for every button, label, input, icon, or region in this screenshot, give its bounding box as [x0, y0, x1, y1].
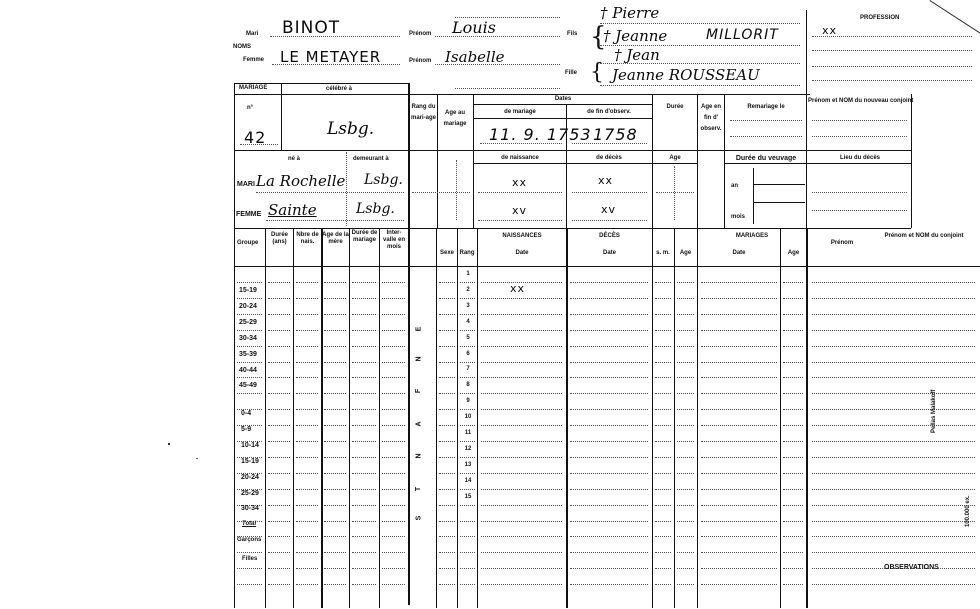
side-text-count: 100.000 ex. [965, 495, 971, 527]
group-label-child: 30-34 [241, 505, 259, 513]
deces-label: DÉCÈS [599, 233, 620, 239]
enfants-letter: T [415, 486, 423, 492]
date-mariage: 11. 9. 1753 [489, 125, 592, 144]
naissances-label: NAISSANCES [502, 233, 542, 239]
ne-a-label: né à [288, 156, 301, 162]
duree-label: Durée [666, 104, 684, 110]
rank-number: 1 [466, 271, 470, 277]
age-label-top: Age [669, 155, 681, 161]
femme-ne-a: Sainte [268, 201, 317, 219]
lieu-deces-label: Lieu du décès [839, 155, 880, 161]
femme-deces: xv [601, 203, 617, 216]
fils-label: Fils [567, 31, 578, 37]
duree-mariage-label: Durée de mariage [351, 230, 378, 243]
group-label-adult: 15-19 [239, 287, 257, 294]
enfants-letter: F [415, 388, 423, 394]
rank-number: 5 [466, 334, 470, 341]
rank-number: 10 [464, 414, 472, 421]
rank-number: 13 [464, 461, 472, 468]
group-label-child: 25-29 [241, 489, 259, 497]
group-label-child: 10-14 [241, 441, 259, 449]
prenom-label-mari: Prénom [409, 31, 432, 37]
mari-ne-a: La Rochelle [256, 172, 346, 190]
deces-date-label: Date [602, 250, 616, 256]
rank-number: 3 [466, 302, 470, 309]
group-label-adult: 35-39 [239, 350, 257, 358]
noms-label: NOMS [233, 44, 251, 50]
age-au-mariage-label: Age au mariage [443, 110, 467, 128]
mari-naissance: xx [512, 176, 528, 189]
rank-number: 7 [466, 366, 470, 373]
deces-label-top: de décès [596, 155, 622, 161]
prenom-label-femme: Prénom [409, 58, 432, 64]
mari-nom: BINOT [282, 18, 341, 38]
mariage-lieu: Lsbg. [327, 119, 375, 139]
femme-demeurant: Lsbg. [356, 201, 395, 217]
profession-value: xx [822, 24, 838, 37]
fille-label: Fille [565, 70, 578, 76]
demeurant-label: demeurant à [353, 156, 389, 162]
femme-label: Femme [243, 57, 265, 63]
rank-number: 8 [466, 382, 470, 389]
naissance-label: de naissance [501, 155, 539, 161]
rank-number: 6 [466, 350, 470, 357]
enfants-letter: N [415, 356, 423, 362]
mari-label: Mari [246, 31, 259, 37]
sexe-label: Sexe [439, 250, 454, 256]
femme-row-label: FEMME [236, 211, 262, 218]
sm-label: s. m. [656, 250, 670, 256]
observations-label: OBSERVATIONS [884, 564, 939, 571]
remariage-label: Remariage le [747, 104, 785, 110]
rank-number: 15 [464, 493, 472, 500]
rank-number: 4 [466, 318, 470, 325]
mari-row-label: MARI [237, 181, 255, 188]
de-mariage-label: de mariage [504, 109, 536, 115]
fils-mere-nom: MILLORIT [706, 27, 779, 43]
total-label: Total [242, 521, 257, 527]
mari-demeurant: Lsbg. [364, 172, 403, 188]
group-label-adult: 40-44 [239, 366, 257, 374]
celebre-label: célébré à [326, 86, 353, 92]
mariage-number: 42 [244, 128, 267, 147]
no-label: n° [247, 105, 254, 111]
group-label-adult: 20-24 [239, 302, 257, 310]
mari-deces: xx [598, 174, 614, 187]
rank-number: 12 [464, 445, 472, 452]
side-text-publisher: Pellas Malakoff [931, 389, 937, 433]
naissances-date-label: Date [515, 250, 529, 256]
femme-naissance: xv [512, 204, 528, 217]
group-label-adult: 30-34 [239, 334, 257, 342]
enfants-letter: A [415, 421, 423, 427]
date-fin: 1758 [593, 125, 638, 144]
rank-number: 2 [466, 286, 470, 293]
profession-label: PROFESSION [860, 15, 900, 21]
rang-label: Rang du mari-age [410, 104, 436, 122]
deces-age-label: Age [679, 250, 692, 256]
group-label-child: 15-19 [241, 457, 259, 465]
group-label-child: 20-24 [241, 473, 259, 481]
group-label-adult: 45-49 [239, 382, 257, 390]
enfants-letter: N [415, 453, 423, 459]
nbre-nais-label: Nbre de nais. [296, 232, 319, 245]
naissance-rang-2: xx [510, 282, 526, 295]
enfants-letter: S [415, 515, 423, 521]
duree-veuvage-label: Durée du veuvage [735, 155, 797, 162]
prenom-nom-conjoint-label: Prénom et NOM du conjoint [884, 233, 964, 239]
nouveau-conjoint-label: Prénom et NOM du nouveau conjoint [808, 98, 914, 104]
rang-col-label: Rang [459, 250, 475, 256]
mariages-date-label: Date [732, 250, 746, 256]
group-label-child: 5-9 [241, 425, 252, 433]
mois-label: mois [731, 214, 746, 220]
mariages-age-label: Age [787, 250, 800, 256]
enfant-prenom-label: Prénom [830, 240, 854, 246]
fille-mere: Jeanne ROUSSEAU [612, 66, 760, 84]
group-label-adult: 25-29 [239, 318, 257, 326]
femme-nom: LE METAYER [280, 48, 382, 66]
dates-label: Dates [554, 96, 572, 102]
fils-pere: † Pierre [600, 4, 660, 22]
femme-prenom: Isabelle [445, 48, 505, 66]
rank-number: 11 [464, 430, 472, 436]
fin-observ-label: de fin d'observ. [587, 109, 631, 115]
fille-pere: † Jean [614, 46, 660, 64]
age-fin-label: Age en fin d' observ. [700, 104, 722, 133]
rank-number: 9 [466, 398, 470, 405]
age-mere-label: Age de la mère [322, 232, 349, 245]
groupe-label: Groupe [237, 240, 259, 246]
an-label: an [731, 183, 739, 189]
fils-mere: † Jeanne [603, 27, 668, 45]
mariage-title: MARIAGE [239, 85, 268, 91]
enfants-letter: E [415, 326, 423, 332]
rank-number: 14 [464, 477, 472, 484]
garcons-label: Garçons [237, 537, 262, 543]
mari-prenom: Louis [452, 18, 496, 37]
intervalle-label: Inter-valle en mois [382, 230, 405, 250]
filles-label: Filles [242, 556, 258, 562]
mariages-label: MARIAGES [735, 233, 769, 239]
duree-ans-label: Durée (ans) [270, 232, 288, 245]
group-label-child: 0-4 [241, 410, 252, 417]
